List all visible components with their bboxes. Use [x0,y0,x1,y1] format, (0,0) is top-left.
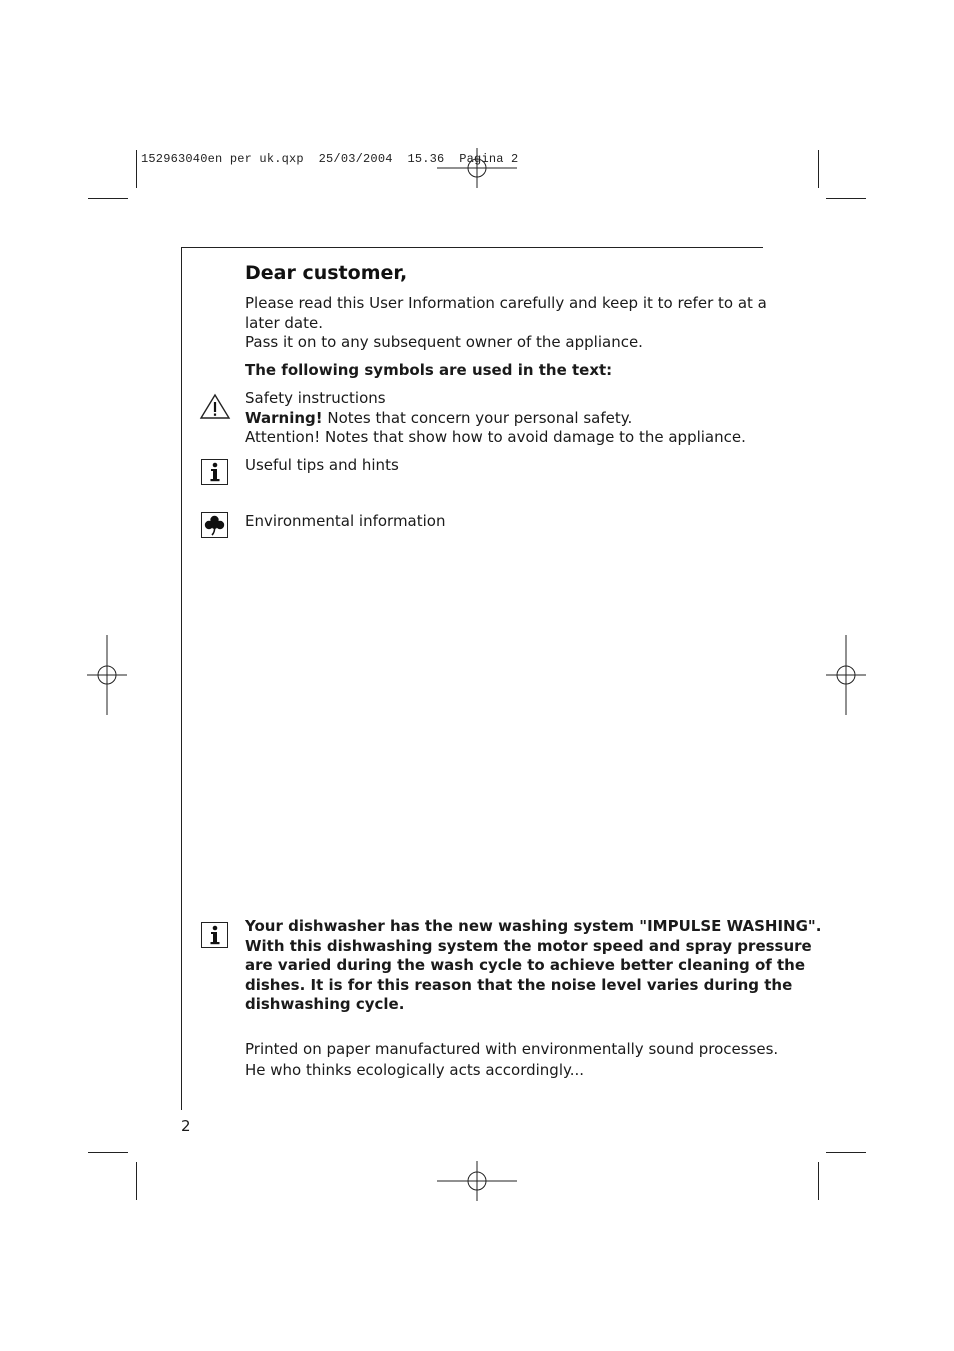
warning-label: Warning! [245,408,323,427]
registration-mark-left-icon [87,635,127,715]
print-slug: 152963040en per uk.qxp 25/03/2004 15.36 Pagina 2 [141,152,519,166]
impulse-line: are varied during the wash cycle to achieve better cleaning of the [245,956,806,974]
warning-text: Notes that concern your personal safety. [322,408,633,427]
registration-mark-bottom-icon [437,1161,517,1201]
impulse-line: Your dishwasher has the new washing system "IMPULSE WASHING". [245,917,822,935]
page-title: Dear customer, [245,262,408,284]
environment-text: Environmental information [245,512,446,530]
warning-note [245,409,746,429]
impulse-line: dishwashing cycle. [245,995,405,1013]
safety-title: Safety instructions [245,389,386,407]
intro-paragraph [245,294,767,353]
registration-mark-right-icon [826,635,866,715]
crop-mark-top-left-vertical [136,150,137,188]
printed-line: He who thinks ecologically acts accordingly... [245,1061,585,1079]
registration-mark-top-icon [437,148,517,188]
crop-mark-top-left-horizontal [88,198,128,199]
printed-line: Printed on paper manufactured with environmentally sound processes. [245,1040,779,1058]
attention-note: Attention! Notes that show how to avoid damage to the appliance. [245,428,746,446]
intro-line: later date. [245,313,323,332]
safety-block [245,389,746,448]
crop-mark-top-right-horizontal [826,198,866,199]
page-number: 2 [181,1117,191,1135]
crop-mark-top-right-vertical [818,150,819,188]
warning-triangle-icon [199,393,231,420]
crop-mark-bottom-right-horizontal [826,1152,866,1153]
info-icon [201,922,228,948]
symbols-title: The following symbols are used in the text: [245,361,613,379]
shamrock-icon [201,512,228,538]
margin-rule [181,247,182,1110]
printed-note [245,1039,778,1081]
crop-mark-bottom-left-vertical [136,1162,137,1200]
crop-mark-bottom-right-vertical [818,1162,819,1200]
impulse-line: With this dishwashing system the motor speed and spray pressure [245,936,812,955]
impulse-washing-note [245,917,821,1015]
crop-mark-bottom-left-horizontal [88,1152,128,1153]
intro-line: Pass it on to any subsequent owner of the appliance. [245,333,643,351]
tips-text: Useful tips and hints [245,456,399,474]
info-icon [201,459,228,485]
intro-line: Please read this User Information carefully and keep it to refer to at a [245,294,767,312]
header-rule [181,247,763,248]
impulse-line: dishes. It is for this reason that the noise level varies during the [245,975,793,994]
